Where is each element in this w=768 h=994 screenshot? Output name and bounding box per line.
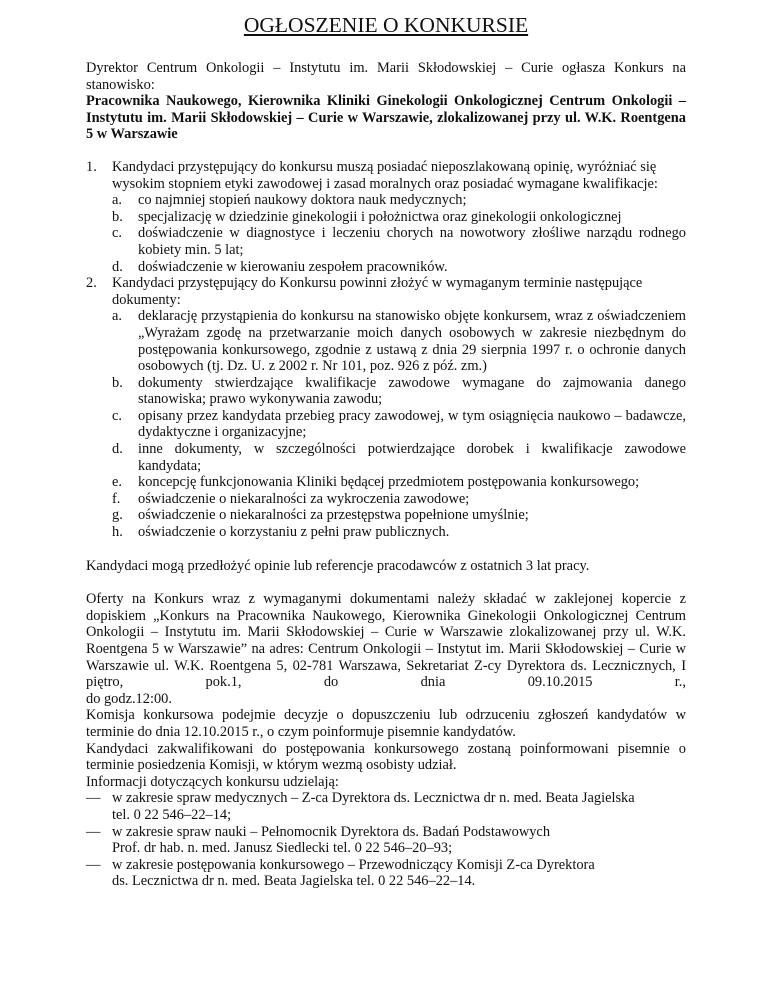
contact-item (86, 790, 686, 823)
item-text: specjalizację w dziedzinie ginekologii i położnictwa oraz ginekologii onkologicznej (138, 208, 622, 225)
list-item (112, 209, 686, 226)
section-number: 1. (86, 158, 97, 175)
item-letter: e. (112, 474, 122, 491)
item-letter: h. (112, 524, 123, 541)
item-text: deklarację przystąpienia do konkursu na stanowisko objęte konkursem, wraz z oświadczeniem „Wyrażam zgodę na przetwarzanie moich danych osobowych w zakresie niezbędnym do postępowania konkursowego, zgodnie z ustawą z dnia 29 sierpnia 1997 r. o ochronie danych osobowych (tj. Dz. U. z 2002 r. Nr 101, poz. 926 z póź. zm.) (138, 308, 686, 375)
contact-phone: Prof. dr hab. n. med. Janusz Siedlecki tel. 0 22 546–20–93; (112, 840, 453, 857)
dash-bullet: — (86, 790, 101, 807)
item-text: oświadczenie o korzystaniu z pełni praw publicznych. (138, 524, 450, 541)
contacts-list (86, 790, 686, 890)
qualified-paragraph: Kandydaci zakwalifikowani do postępowania konkursowego zostaną poinformowani pisemnie o terminie posiedzenia Komisji, w którym wezmą osobisty udział. (86, 740, 686, 774)
contact-line: w zakresie spraw nauki – Pełnomocnik Dyrektora ds. Badań Podstawowych (112, 823, 551, 840)
dash-bullet: — (86, 823, 101, 840)
document-page (86, 0, 686, 890)
item-text: koncepcję funkcjonowania Kliniki będącej przedmiotem postępowania konkursowego; (138, 474, 640, 491)
section-number: 2. (86, 275, 97, 292)
section-text: Kandydaci przystępujący do konkursu muszą posiadać nieposzlakowaną opinię, wyróżniać się wysokim stopniem etyki zawodowej i zasad moralnych oraz posiadać wymagane kwalifikacje: (112, 158, 658, 192)
requirements-list (86, 159, 686, 541)
item-text: doświadczenie w kierowaniu zespołem pracowników. (138, 258, 448, 275)
list-item (112, 225, 686, 258)
list-item (112, 375, 686, 408)
contact-line: w zakresie spraw medycznych – Z-ca Dyrektora ds. Lecznictwa dr n. med. Beata Jagielska (112, 790, 635, 807)
list-item (112, 192, 686, 209)
item-letter: c. (112, 225, 122, 242)
item-text: opisany przez kandydata przebieg pracy zawodowej, w tym osiągnięcia naukowo – badawcze, dydaktyczne i organizacyjne; (138, 407, 686, 441)
item-letter: c. (112, 407, 122, 424)
item-text: inne dokumenty, w szczególności potwierdzające dorobek i kwalifikacje zawodowe kandydata; (138, 441, 686, 474)
section-2 (86, 275, 686, 541)
contact-item (86, 857, 686, 890)
item-text: doświadczenie w diagnostyce i leczeniu chorych na nowotwory złośliwe narządu rodnego kobiety min. 5 lat; (138, 225, 686, 258)
documents-list (112, 308, 686, 540)
list-item (112, 441, 686, 474)
item-letter: a. (112, 192, 122, 209)
item-letter: g. (112, 507, 123, 524)
contact-item (86, 824, 686, 857)
list-item (112, 507, 686, 524)
item-letter: f. (112, 490, 121, 507)
commission-paragraph: Komisja konkursowa podejmie decyzje o dopuszczeniu lub odrzuceniu zgłoszeń kandydatów w terminie do dnia 12.10.2015 r., o czym poinformuje pisemnie kandydatów. (86, 707, 686, 740)
intro-text: Dyrektor Centrum Onkologii – Instytutu im. Marii Skłodowskiej – Curie ogłasza Konkurs na stanowisko: (86, 60, 686, 93)
item-letter: a. (112, 308, 122, 325)
list-item (112, 308, 686, 374)
intro-paragraph (86, 60, 686, 143)
contact-line: w zakresie postępowania konkursowego – Przewodniczący Komisji Z-ca Dyrektora (112, 856, 595, 873)
item-letter: b. (112, 208, 123, 225)
section-text: Kandydaci przystępujący do Konkursu powinni złożyć w wymaganym terminie następujące dokumenty: (112, 275, 643, 308)
list-item (112, 491, 686, 508)
page-title: OGŁOSZENIE O KONKURSIE (243, 13, 529, 37)
list-item (112, 524, 686, 541)
item-text: dokumenty stwierdzające kwalifikacje zawodowe wymagane do zajmowania danego stanowiska; prawo wykonywania zawodu; (138, 374, 686, 408)
item-letter: b. (112, 374, 123, 391)
list-item (112, 474, 686, 491)
references-note: Kandydaci mogą przedłożyć opinie lub referencje pracodawców z ostatnich 3 lat pracy. (86, 557, 590, 574)
contact-phone: tel. 0 22 546–22–14; (112, 806, 232, 823)
offers-text: Oferty na Konkurs wraz z wymaganymi dokumentami należy składać w zaklejonej kopercie z dopiskiem „Konkurs na Pracownika Naukowego, Kierownika Ginekologii Onkologicznej Centrum Onkologii – Instytutu im. Marii Skłodowskiej – Curie w Warszawie zlokalizowanej przy ul. W.K. Roentgena 5 w Warszawie” na adres: Centrum Onkologii – Instytut im. Marii Skłodowskiej – Curie w Warszawie ul. W.K. Roentgena 5, 02-781 Warszawa, Sekretariat Z-cy Dyrektora ds. Lecznicznych, I piętro, pok.1, do dnia 09.10.2015 r., (86, 591, 686, 691)
info-heading: Informacji dotyczących konkursu udzielają: (86, 773, 339, 790)
offers-paragraph (86, 591, 686, 707)
item-letter: d. (112, 258, 123, 275)
qualifications-list (112, 192, 686, 275)
list-item (112, 408, 686, 441)
contact-phone: ds. Lecznictwa dr n. med. Beata Jagielska tel. 0 22 546–22–14. (112, 873, 476, 890)
item-text: oświadczenie o niekaralności za przestępstwa popełnione umyślnie; (138, 507, 529, 524)
section-1 (86, 159, 686, 275)
item-letter: d. (112, 441, 123, 458)
offers-deadline-time: do godz.12:00. (86, 690, 172, 707)
position-title: Pracownika Naukowego, Kierownika Kliniki Ginekologii Onkologicznej Centrum Onkologii – Instytutu im. Marii Skłodowskiej – Curie w Warszawie, zlokalizowanej przy ul. W.K. Roentgena 5 w Warszawie (86, 93, 686, 143)
item-text: co najmniej stopień naukowy doktora nauk medycznych; (138, 192, 467, 209)
list-item (112, 259, 686, 276)
dash-bullet: — (86, 856, 101, 873)
item-text: oświadczenie o niekaralności za wykroczenia zawodowe; (138, 490, 470, 507)
